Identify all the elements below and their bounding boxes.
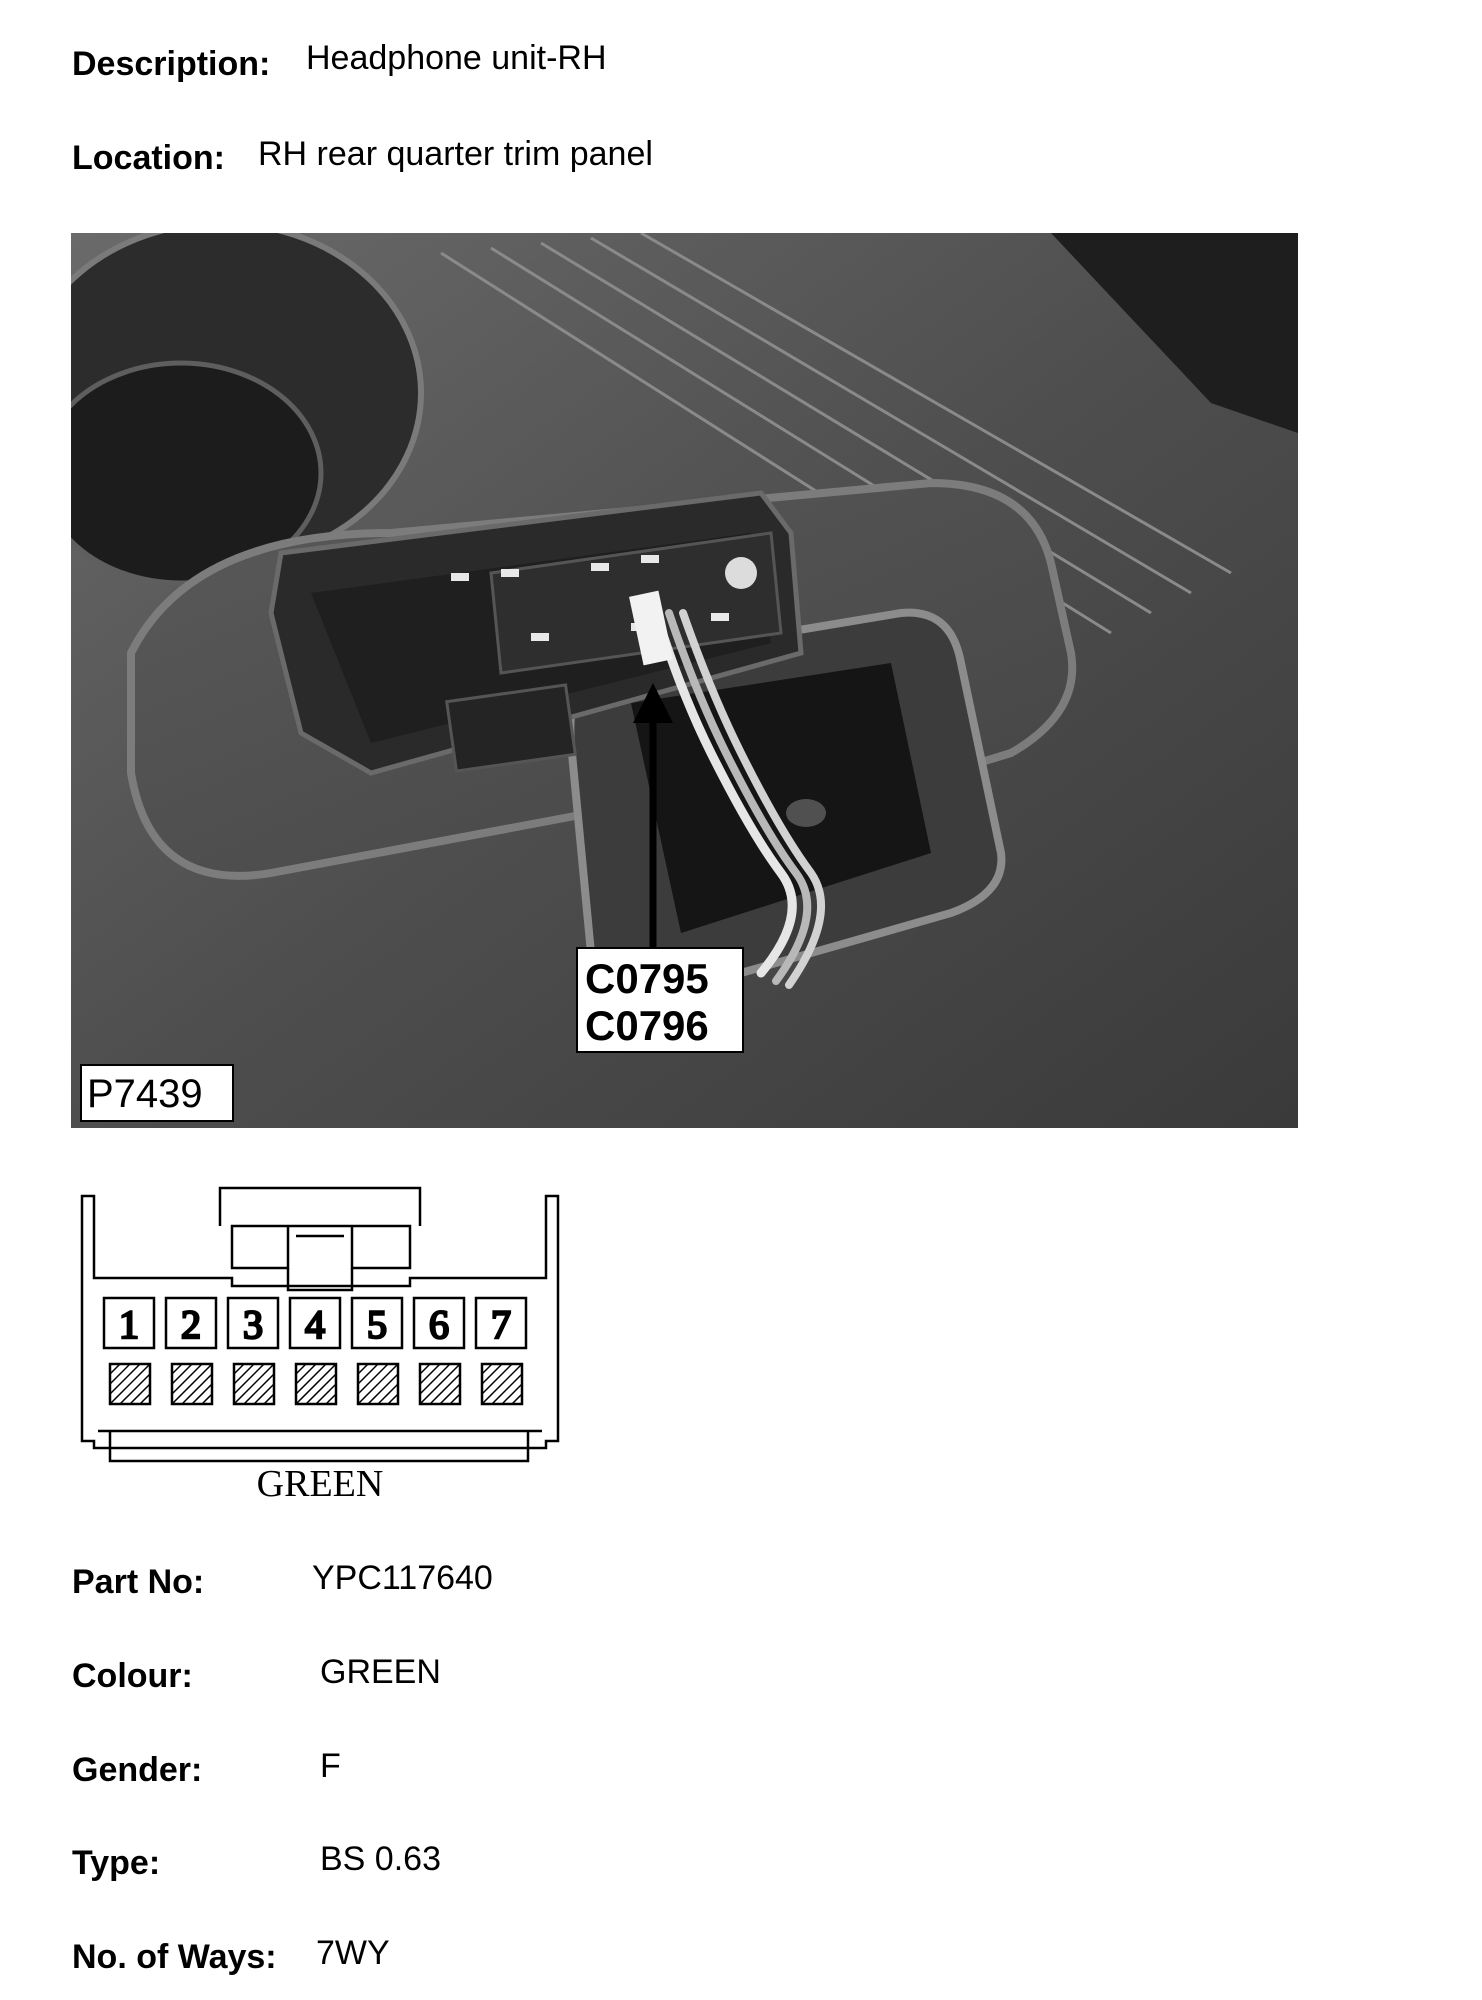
gender-label: Gender: [72,1751,203,1789]
location-field [72,135,653,178]
pin-number: 2 [181,1302,201,1347]
pin-number: 3 [243,1302,263,1347]
colour-label: Colour: [72,1657,193,1695]
no-of-ways-field [72,1934,390,1977]
description-value: Headphone unit-RH [306,39,607,77]
callout-connector-1: C0795 [585,955,709,1002]
type-field [72,1840,441,1883]
pin-number: 4 [305,1302,325,1347]
part-no-field [72,1559,493,1602]
pin-terminal [234,1364,274,1404]
pin-terminal [358,1364,398,1404]
description-field [72,39,607,84]
location-label: Location: [72,139,225,177]
pin-number: 6 [429,1302,449,1347]
colour-value: GREEN [320,1653,441,1691]
connector-location-photo [71,233,1298,1128]
location-value: RH rear quarter trim panel [258,135,653,173]
pin-terminal [172,1364,212,1404]
colour-field [72,1653,441,1696]
pin-number: 1 [119,1302,139,1347]
type-label: Type: [72,1844,161,1882]
gender-value: F [320,1747,341,1785]
no-of-ways-value: 7WY [316,1934,390,1972]
no-of-ways-label: No. of Ways: [72,1938,277,1976]
pin-terminal [420,1364,460,1404]
description-label: Description: [72,45,271,83]
pin-number: 5 [367,1302,387,1347]
pin-number: 7 [491,1302,511,1347]
type-value: BS 0.63 [320,1840,441,1878]
callout-connector-2: C0796 [585,1002,709,1049]
gender-field [72,1747,341,1790]
connector-face-diagram [80,1186,560,1506]
part-no-label: Part No: [72,1563,205,1601]
pin-terminal [296,1364,336,1404]
figure-id: P7439 [87,1072,203,1116]
pin-terminal [482,1364,522,1404]
connector-colour-label: GREEN [256,1463,384,1505]
pin-terminal [110,1364,150,1404]
part-no-value: YPC117640 [312,1559,493,1597]
